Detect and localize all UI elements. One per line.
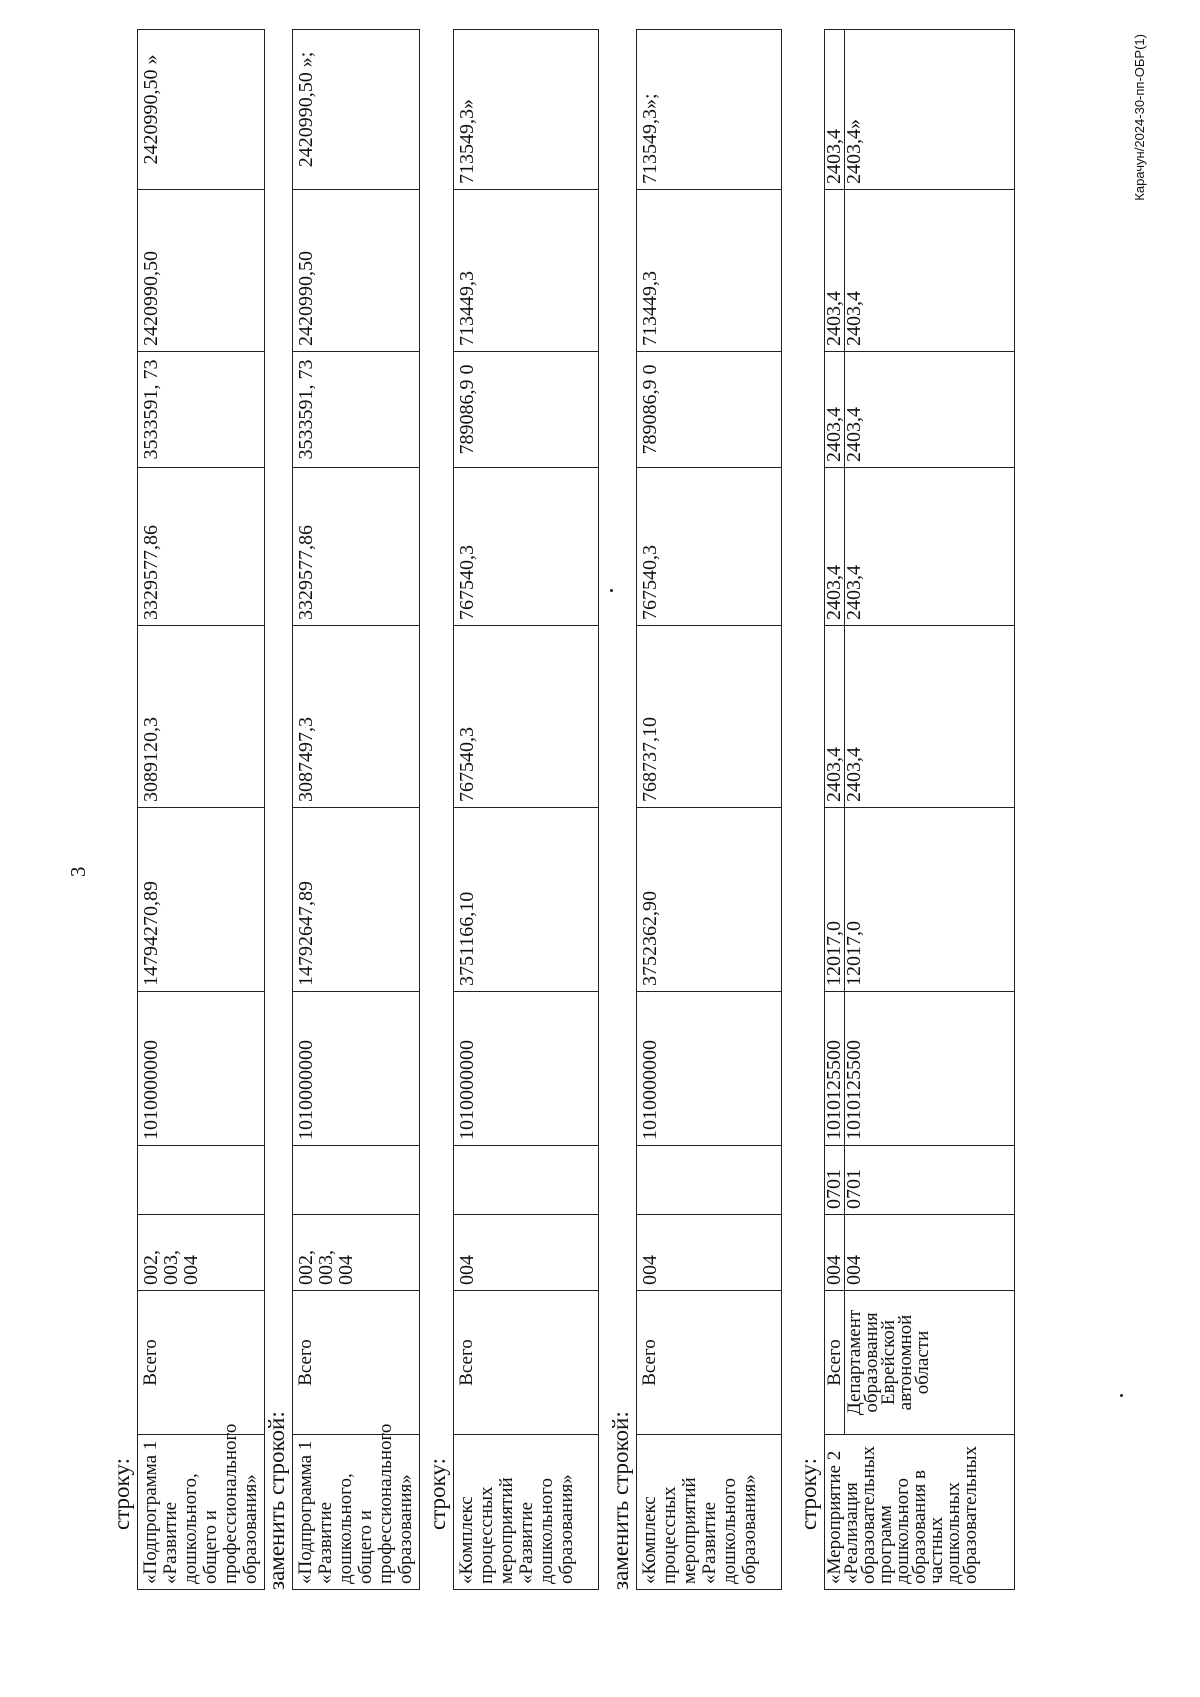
cell-grbs: 002, 003, 004 — [293, 1215, 420, 1291]
cell-year-4: 713449,3 — [454, 190, 599, 352]
cell-year-4: 2420990,50 — [138, 190, 265, 352]
document-footer: Карачун/2024-30-пп-ОБР(1) — [1132, 34, 1147, 201]
cell-rzpr: 0701 — [825, 1146, 845, 1215]
cell-year-5: 2403,4 — [825, 30, 845, 190]
cell-rzpr — [293, 1146, 420, 1215]
cell-year-2: 3329577,86 — [293, 468, 420, 626]
block-label: строку: — [425, 1458, 450, 1530]
cell-rzpr: 0701 — [845, 1146, 1015, 1215]
scan-speck — [1120, 1394, 1123, 1397]
cell-csr: 1010000000 — [138, 992, 265, 1146]
cell-rzpr — [454, 1146, 599, 1215]
cell-year-2: 767540,3 — [637, 468, 782, 626]
table-row — [825, 30, 845, 1590]
cell-year-2: 2403,4 — [845, 468, 1015, 626]
table-row — [845, 30, 1015, 1590]
cell-csr: 1010000000 — [637, 992, 782, 1146]
cell-year-1: 3087497,3 — [293, 626, 420, 808]
cell-year-4: 2403,4 — [845, 190, 1015, 352]
block-original-subprogram — [110, 30, 265, 1590]
cell-year-3: 789086,9 0 — [637, 352, 782, 468]
table-row — [293, 30, 420, 1590]
cell-year-2: 3329577,86 — [138, 468, 265, 626]
cell-year-5: 2420990,50 » — [138, 30, 265, 190]
cell-rzpr — [637, 1146, 782, 1215]
table-row — [138, 30, 265, 1590]
cell-year-4: 713449,3 — [637, 190, 782, 352]
cell-executor: Всего — [293, 1291, 420, 1435]
block-original-complex — [426, 30, 599, 1590]
block-label: строку: — [796, 1458, 821, 1530]
cell-total: 3751166,10 — [454, 808, 599, 992]
table-row — [637, 30, 782, 1590]
cell-name: «Подпрограмма 1 «Развитие дошкольного, общего и профессионального образования» — [293, 1435, 420, 1590]
data-table — [453, 29, 599, 1590]
cell-total: 3752362,90 — [637, 808, 782, 992]
cell-rzpr — [138, 1146, 265, 1215]
cell-year-1: 2403,4 — [825, 626, 845, 808]
block-label: заменить строкой: — [608, 1411, 633, 1590]
cell-year-4: 2420990,50 — [293, 190, 420, 352]
cell-total: 12017,0 — [845, 808, 1015, 992]
cell-total: 14792647,89 — [293, 808, 420, 992]
cell-year-1: 3089120,3 — [138, 626, 265, 808]
cell-name: «Подпрограмма 1 «Развитие дошкольного, общего и профессионального образования» — [138, 1435, 265, 1590]
data-table — [292, 29, 420, 1590]
cell-year-4: 2403,4 — [825, 190, 845, 352]
cell-year-2: 767540,3 — [454, 468, 599, 626]
cell-grbs: 002, 003, 004 — [138, 1215, 265, 1291]
cell-executor: Всего — [637, 1291, 782, 1435]
cell-year-3: 2403,4 — [845, 352, 1015, 468]
cell-executor: Всего — [454, 1291, 599, 1435]
cell-year-5: 2403,4» — [845, 30, 1015, 190]
cell-csr: 1010000000 — [454, 992, 599, 1146]
cell-executor: Департамент образования Еврейской автономной области — [845, 1291, 1015, 1435]
cell-grbs: 004 — [825, 1215, 845, 1291]
cell-name: «Мероприятие 2 «Реализация образовательных программ дошкольного образования в частных дошкольных образовательных — [825, 1435, 1015, 1590]
cell-name: «Комплекс процессных мероприятий «Развитие дошкольного образования» — [454, 1435, 599, 1590]
cell-year-5: 713549,3»; — [637, 30, 782, 190]
page-number: 3 — [66, 866, 90, 877]
cell-year-3: 2403,4 — [825, 352, 845, 468]
cell-csr: 1010125500 — [845, 992, 1015, 1146]
cell-grbs: 004 — [637, 1215, 782, 1291]
cell-year-5: 2420990,50 »; — [293, 30, 420, 190]
cell-executor: Всего — [138, 1291, 265, 1435]
table-row — [454, 30, 599, 1590]
block-original-measure — [797, 30, 1015, 1590]
data-table — [137, 29, 265, 1590]
cell-csr: 1010000000 — [293, 992, 420, 1146]
cell-total: 12017,0 — [825, 808, 845, 992]
cell-year-1: 767540,3 — [454, 626, 599, 808]
cell-year-2: 2403,4 — [825, 468, 845, 626]
cell-total: 14794270,89 — [138, 808, 265, 992]
cell-csr: 1010125500 — [825, 992, 845, 1146]
scan-speck — [610, 589, 613, 592]
cell-year-5: 713549,3» — [454, 30, 599, 190]
cell-year-3: 3533591, 73 — [138, 352, 265, 468]
cell-year-1: 768737,10 — [637, 626, 782, 808]
cell-year-3: 3533591, 73 — [293, 352, 420, 468]
block-replacement-subprogram — [265, 30, 420, 1590]
block-label: заменить строкой: — [264, 1411, 289, 1590]
data-table — [636, 29, 782, 1590]
cell-grbs: 004 — [845, 1215, 1015, 1291]
cell-year-3: 789086,9 0 — [454, 352, 599, 468]
cell-executor: Всего — [825, 1291, 845, 1435]
cell-name: «Комплекс процессных мероприятий «Развитие дошкольного образования» — [637, 1435, 782, 1590]
cell-grbs: 004 — [454, 1215, 599, 1291]
data-table — [824, 29, 1015, 1590]
block-replacement-complex — [609, 30, 782, 1590]
cell-year-1: 2403,4 — [845, 626, 1015, 808]
block-label: строку: — [109, 1458, 134, 1530]
